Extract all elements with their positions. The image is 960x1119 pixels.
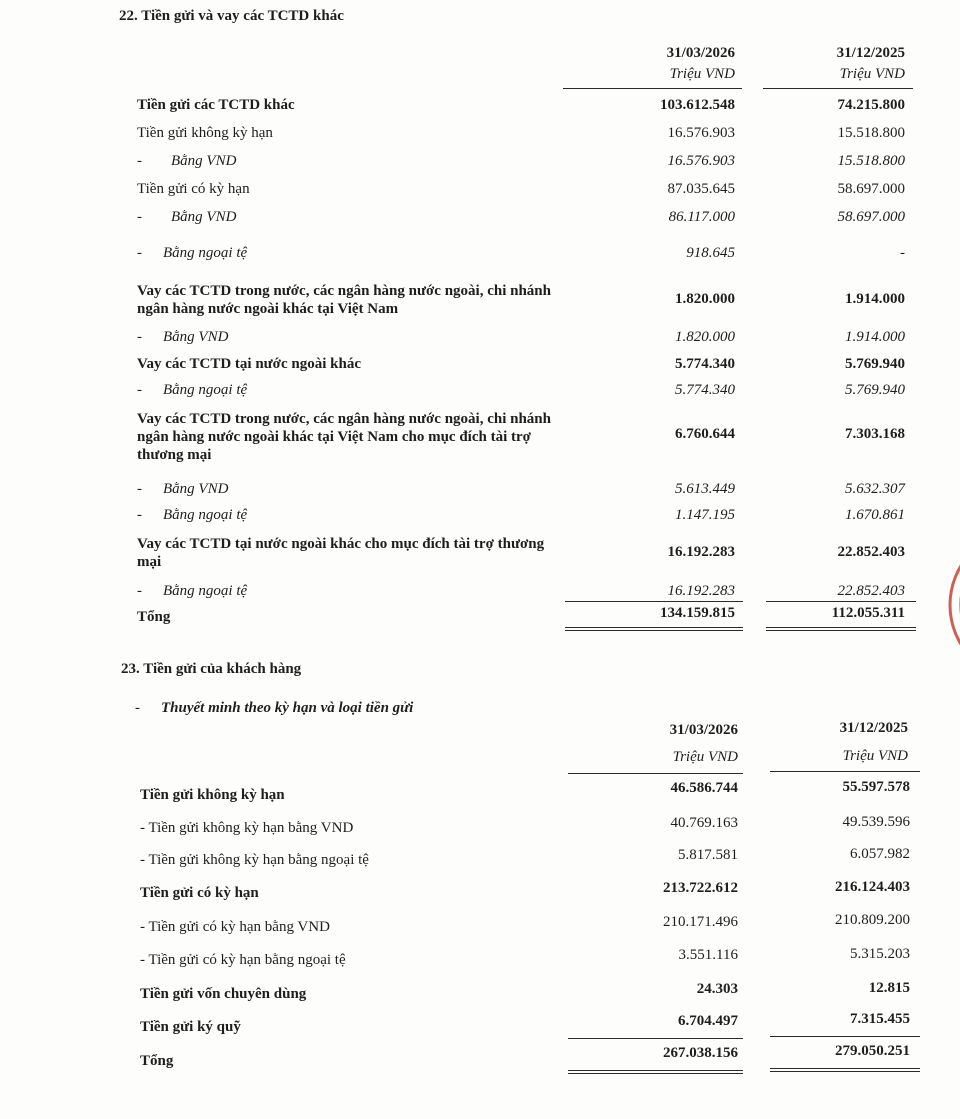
value-2025: 22.852.403	[837, 583, 905, 599]
row-label: Tiền gửi vốn chuyên dùng	[140, 986, 307, 1002]
value-2025: -	[900, 245, 905, 261]
value-2025: 279.050.251	[835, 1043, 910, 1059]
s23-col1-unit: Triệu VND	[672, 749, 738, 765]
value-2026: 918.645	[686, 245, 735, 261]
s23-col1-date: 31/03/2026	[669, 722, 738, 738]
value-2026: 5.613.449	[675, 481, 735, 497]
value-2025: 55.597.578	[842, 779, 910, 795]
s23-total-top-rule-col1	[568, 1038, 743, 1039]
value-2025: 112.055.311	[831, 605, 905, 621]
row-label: Tiền gửi có kỳ hạn	[137, 181, 250, 197]
section-23-subtitle: - Thuyết minh theo kỳ hạn và loại tiền gửi	[135, 700, 414, 716]
row-label: - Tiền gửi không kỳ hạn bằng VND	[140, 820, 354, 836]
value-2026: 6.704.497	[678, 1013, 738, 1029]
s23-total-double-rule-col1a	[568, 1070, 743, 1071]
value-2026: 16.192.283	[667, 544, 735, 560]
row-label: Tiền gửi không kỳ hạn	[137, 125, 273, 141]
s22-col1-date: 31/03/2026	[666, 45, 735, 61]
value-2025: 7.315.455	[850, 1011, 910, 1027]
value-2026: 3.551.116	[678, 947, 738, 963]
value-2025: 7.303.168	[845, 426, 905, 442]
section-23-title: 23. Tiền gửi của khách hàng	[121, 661, 302, 677]
row-label: Bằng ngoại tệ	[163, 583, 248, 599]
dash-marker: -	[135, 700, 140, 716]
dash-marker: -	[137, 583, 142, 599]
value-2025: 1.670.861	[845, 507, 905, 523]
official-seal-stamp	[946, 520, 960, 690]
s23-col1-header-rule	[568, 773, 743, 774]
s22-total-double-rule-col1b	[565, 630, 743, 631]
s23-total-double-rule-col1b	[568, 1073, 743, 1074]
s22-col2-unit: Triệu VND	[839, 66, 905, 82]
value-2026: 1.147.195	[675, 507, 735, 523]
dash-marker: -	[137, 245, 142, 261]
value-2026: 103.612.548	[660, 97, 735, 113]
value-2026: 1.820.000	[675, 291, 735, 307]
s23-total-double-rule-col2a	[770, 1068, 920, 1069]
value-2026: 16.576.903	[667, 125, 735, 141]
value-2026: 40.769.163	[670, 815, 738, 831]
value-2025: 1.914.000	[845, 329, 905, 345]
value-2026: 5.774.340	[675, 356, 735, 372]
value-2026: 46.586.744	[670, 780, 738, 796]
s22-col1-header-rule	[563, 88, 742, 89]
s22-col2-date: 31/12/2025	[836, 45, 905, 61]
value-2026: 87.035.645	[667, 181, 735, 197]
value-2025: 12.815	[868, 980, 910, 996]
dash-marker: -	[137, 382, 142, 398]
value-2025: 6.057.982	[850, 846, 910, 862]
s22-col1-unit: Triệu VND	[669, 66, 735, 82]
section-22-title: 22. Tiền gửi và vay các TCTD khác	[119, 8, 344, 24]
value-2026: 16.192.283	[667, 583, 735, 599]
s22-total-double-rule-col1a	[565, 627, 743, 628]
value-2026: 267.038.156	[663, 1045, 738, 1061]
row-label: Tiền gửi không kỳ hạn	[140, 787, 285, 803]
s22-total-double-rule-col2a	[766, 627, 916, 628]
value-2026: 134.159.815	[660, 605, 735, 621]
value-2026: 5.774.340	[675, 382, 735, 398]
value-2026: 86.117.000	[668, 209, 735, 225]
value-2025: 1.914.000	[845, 291, 905, 307]
dash-marker: -	[137, 329, 142, 345]
s23-col2-unit: Triệu VND	[842, 748, 908, 764]
value-2025: 58.697.000	[837, 181, 905, 197]
row-label: Vay các TCTD tại nước ngoài khác	[137, 356, 361, 372]
value-2025: 216.124.403	[835, 879, 910, 895]
row-label: Tiền gửi các TCTD khác	[137, 97, 295, 113]
dash-marker: -	[137, 153, 142, 169]
row-label: - Tiền gửi không kỳ hạn bằng ngoại tệ	[140, 852, 369, 868]
value-2025: 5.769.940	[845, 382, 905, 398]
value-2025: 49.539.596	[842, 814, 910, 830]
row-label: Tiền gửi có kỳ hạn	[140, 885, 259, 901]
row-label: Bằng ngoại tệ	[163, 507, 248, 523]
s22-total-top-rule-col1	[565, 601, 743, 602]
row-label: Tiền gửi ký quỹ	[140, 1019, 241, 1035]
value-2025: 5.632.307	[845, 481, 905, 497]
value-2025: 5.769.940	[845, 356, 905, 372]
dash-marker: -	[137, 507, 142, 523]
dash-marker: -	[137, 481, 142, 497]
s22-col2-header-rule	[763, 88, 913, 89]
s23-total-top-rule-col2	[770, 1036, 920, 1037]
row-label: Bằng ngoại tệ	[163, 245, 248, 261]
row-label: Tổng	[140, 1053, 174, 1069]
s22-total-double-rule-col2b	[766, 630, 916, 631]
row-label: Bằng VND	[171, 153, 237, 169]
s23-total-double-rule-col2b	[770, 1071, 920, 1072]
value-2026: 24.303	[696, 981, 738, 997]
s22-total-top-rule-col2	[766, 601, 916, 602]
row-label: Bằng VND	[163, 481, 229, 497]
row-label: Bằng VND	[163, 329, 229, 345]
value-2025: 22.852.403	[837, 544, 905, 560]
row-label: - Tiền gửi có kỳ hạn bằng ngoại tệ	[140, 952, 346, 968]
value-2025: 58.697.000	[837, 209, 905, 225]
row-label: Vay các TCTD tại nước ngoài khác cho mục đích tài trợ thương mại	[137, 536, 545, 570]
row-label: Tổng	[137, 609, 171, 625]
value-2025: 5.315.203	[850, 946, 910, 962]
s23-col2-date: 31/12/2025	[839, 720, 908, 736]
value-2026: 213.722.612	[663, 880, 738, 896]
value-2026: 210.171.496	[663, 914, 738, 930]
value-2025: 15.518.800	[837, 125, 905, 141]
row-label: Bằng ngoại tệ	[163, 382, 248, 398]
dash-marker: -	[137, 209, 142, 225]
value-2026: 16.576.903	[667, 153, 735, 169]
value-2026: 5.817.581	[678, 847, 738, 863]
row-label: - Tiền gửi có kỳ hạn bằng VND	[140, 919, 330, 935]
value-2026: 6.760.644	[675, 426, 735, 442]
value-2025: 15.518.800	[837, 153, 905, 169]
row-label: Vay các TCTD trong nước, các ngân hàng nước ngoài, chi nhánh ngân hàng nước ngoài khác tại Việt Nam	[137, 283, 551, 317]
value-2026: 1.820.000	[675, 329, 735, 345]
s23-col2-header-rule	[770, 771, 920, 772]
row-label: Bằng VND	[171, 209, 237, 225]
row-label: Vay các TCTD trong nước, các ngân hàng nước ngoài, chi nhánh ngân hàng nước ngoài khác tại Việt Nam cho mục đích tài trợ thương mại	[137, 411, 551, 463]
value-2025: 74.215.800	[837, 97, 905, 113]
value-2025: 210.809.200	[835, 912, 910, 928]
